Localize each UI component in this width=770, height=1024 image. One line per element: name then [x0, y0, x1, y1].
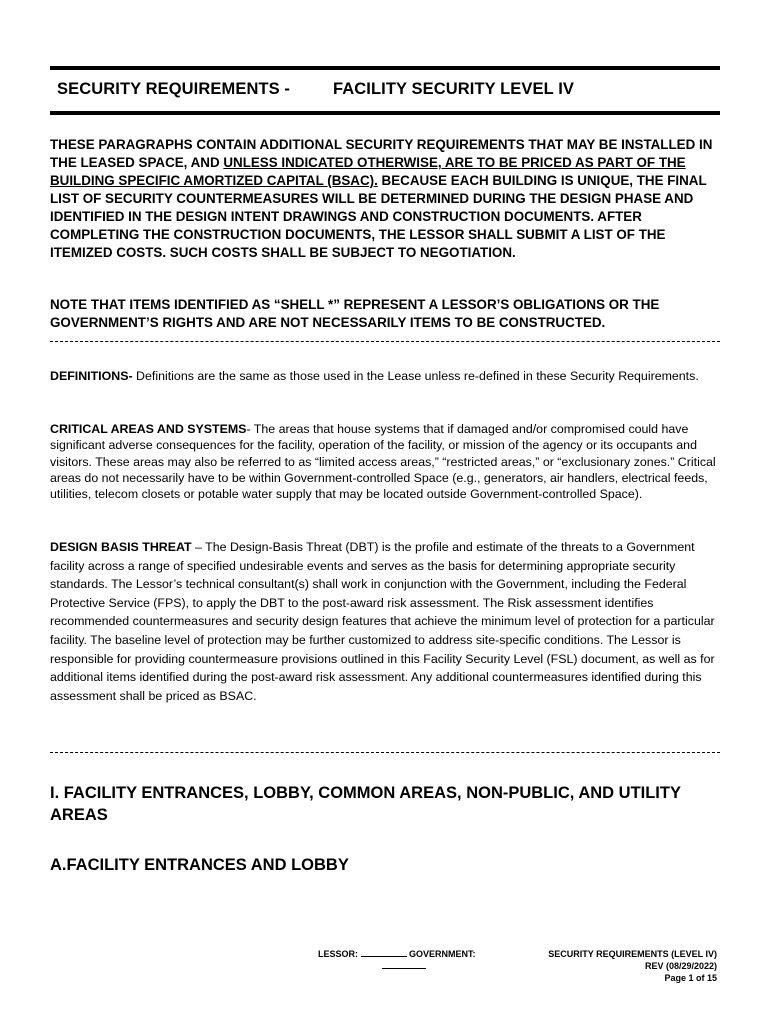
footer-revision: REV (08/29/2022) [644, 961, 717, 971]
design-basis-threat-paragraph [50, 538, 720, 705]
title-right: FACILITY SECURITY LEVEL IV [333, 80, 574, 98]
lessor-label: LESSOR: [318, 949, 359, 959]
definitions-text: Definitions are the same as those used in the Lease unless re-defined in these Security Requirements. [132, 369, 699, 383]
government-signature-line [382, 960, 426, 969]
footer-page-number: Page 1 of 15 [664, 973, 717, 983]
intro-paragraph [50, 136, 720, 262]
intro-underlined-text: UNLESS INDICATED OTHERWISE, ARE TO BE PRICED AS PART OF THE BUILDING SPECIFIC AMORTIZED CAPITAL (BSAC). [50, 155, 686, 188]
dashed-divider [50, 341, 720, 342]
critical-areas-paragraph [50, 421, 720, 502]
note-paragraph: NOTE THAT ITEMS IDENTIFIED AS “SHELL *” REPRESENT A LESSOR’S OBLIGATIONS OR THE GOVERNMENT’S RIGHTS AND ARE NOT NECESSARILY ITEMS TO BE CONSTRUCTED. [50, 297, 660, 330]
intro-text-1: THESE PARAGRAPHS CONTAIN ADDITIONAL SECURITY REQUIREMENTS THAT MAY BE INSTALLED IN THE LEASED SPACE, AND [50, 137, 713, 170]
lessor-signature-line [361, 948, 407, 957]
footer-doc-info [500, 948, 717, 984]
subsection-heading: A.FACILITY ENTRANCES AND LOBBY [50, 856, 349, 874]
dashed-divider-2 [50, 752, 720, 753]
footer-doc-title: SECURITY REQUIREMENTS (LEVEL IV) [548, 949, 717, 959]
critical-areas-term: CRITICAL AREAS AND SYSTEMS [50, 422, 247, 436]
title-bottom-rule [50, 111, 720, 115]
section-heading: I. FACILITY ENTRANCES, LOBBY, COMMON AREAS, NON-PUBLIC, AND UTILITY AREAS [50, 784, 681, 824]
title-left: SECURITY REQUIREMENTS - [57, 80, 291, 98]
government-label: GOVERNMENT: [409, 949, 476, 959]
intro-text-2: BECAUSE EACH BUILDING IS UNIQUE, THE FINAL LIST OF SECURITY COUNTERMEASURES WILL BE DETERMINED DURING THE DESIGN PHASE AND IDENTIFIED IN THE DESIGN INTENT DRAWINGS AND CONSTRUCTION DOCUMENTS. AFTER COMPLETING THE CONSTRUCTION DOCUMENTS, THE LESSOR SHALL SUBMIT A LIST OF THE ITEMIZED COSTS. SUCH COSTS SHALL BE SUBJECT TO NEGOTIATION. [50, 173, 707, 260]
footer-signatures [318, 948, 476, 972]
top-rule [50, 66, 720, 70]
definitions-paragraph [50, 368, 720, 384]
dbt-term: DESIGN BASIS THREAT [50, 540, 192, 554]
definitions-term: DEFINITIONS- [50, 369, 133, 383]
critical-areas-text: - The areas that house systems that if damaged and/or compromised could have significant adverse consequences for the facility, operation of the facility, or mission of the agency or its occupants and visitors. These areas may also be referred to as “limited access areas,” “restricted areas,” or “exclusionary zones.” Critical areas do not necessarily have to be within Government-controlled Space (e.g., generators, air handlers, electrical feeds, utilities, telecom closets or potable water supply that may be located outside Government-controlled Space). [50, 422, 716, 502]
dbt-text: – The Design-Basis Threat (DBT) is the profile and estimate of the threats to a Government facility across a range of specified undesirable events and serves as the basis for determining appropriate security standards. The Lessor’s technical consultant(s) shall work in conjunction with the Government, including the Federal Protective Service (FPS), to apply the DBT to the post-award risk assessment. The Risk assessment identifies recommended countermeasures and security design features that achieve the minimum level of protection for a particular facility. The baseline level of protection may be further customized to address site-specific conditions. The Lessor is responsible for providing countermeasure provisions outlined in this Facility Security Level (FSL) document, as well as for additional items identified during the post-award risk assessment. Any additional countermeasures identified during this assessment shall be priced as BSAC. [50, 540, 715, 703]
